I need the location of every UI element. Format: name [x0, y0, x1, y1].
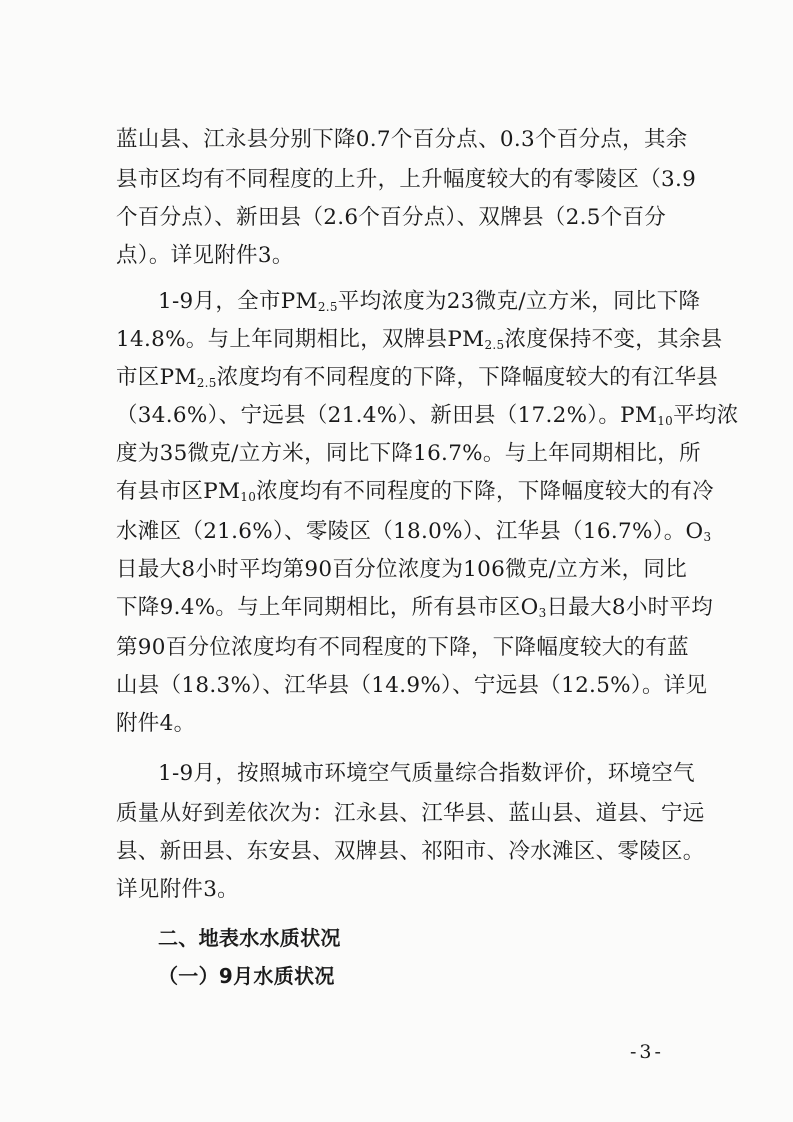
text-line: （34.6%）、宁远县（21.4%）、新田县（17.2%）。$PM_{10}$平均浓	[116, 403, 739, 428]
text-line: 点）。详见附件3。	[116, 243, 294, 268]
text-line: 有县市区$PM_{10}$浓度均有不同程度的下降，下降幅度较大的有冷	[116, 479, 714, 504]
text-line: 县市区均有不同程度的上升，上升幅度较大的有零陵区（3.9	[116, 167, 697, 192]
text-line: 县、新田县、东安县、双牌县、祁阳市、冷水滩区、零陵区。	[116, 839, 705, 864]
subsection-heading: （一）9月水质状况	[158, 964, 335, 988]
text-line: 1-9月，按照城市环境空气质量综合指数评价，环境空气	[158, 761, 695, 786]
text-line: 水滩区（21.6%）、零陵区（18.0%）、江华县（16.7%）。$O_3$	[116, 519, 712, 544]
text-line: 蓝山县、江永县分别下降0.7个百分点、0.3个百分点，其余	[116, 127, 688, 152]
text-line: 附件4。	[116, 711, 196, 736]
text-line: 度为35微克/立方米，同比下降16.7%。与上年同期相比，所	[116, 441, 701, 466]
section-heading: 二、地表水水质状况	[158, 926, 341, 950]
text-line: 质量从好到差依次为：江永县、江华县、蓝山县、道县、宁远	[116, 801, 705, 826]
text-line: 第90百分位浓度均有不同程度的下降，下降幅度较大的有蓝	[116, 635, 689, 660]
text-line: 1-9月，全市$PM_{2.5}$平均浓度为23微克/立方米，同比下降	[158, 289, 701, 314]
text-line: 市区$PM_{2.5}$浓度均有不同程度的下降，下降幅度较大的有江华县	[116, 365, 719, 390]
text-line: 下降9.4%。与上年同期相比，所有县市区$O_3$日最大8小时平均	[116, 595, 714, 620]
text-line: 日最大8小时平均第90百分位浓度为106微克/立方米，同比	[116, 557, 688, 582]
text-line: 山县（18.3%）、江华县（14.9%）、宁远县（12.5%）。详见	[116, 673, 708, 698]
text-line: 个百分点）、新田县（2.6个百分点）、双牌县（2.5个百分	[116, 205, 667, 230]
page-number: -3-	[630, 1041, 664, 1063]
text-line: 14.8%。与上年同期相比，双牌县$PM_{2.5}$浓度保持不变，其余县	[116, 327, 723, 352]
text-line: 详见附件3。	[116, 877, 239, 902]
